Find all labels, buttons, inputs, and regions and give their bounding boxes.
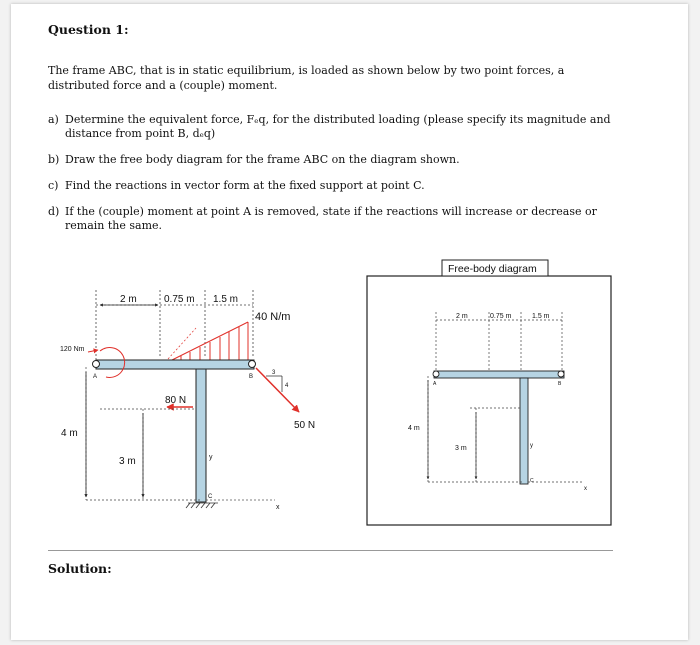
part-d-letter: d) (48, 205, 60, 218)
fbd-pin-b (558, 371, 564, 377)
pin-b (249, 361, 256, 368)
slope-triangle (266, 376, 282, 392)
question-intro: The frame ABC, that is in static equilibrium, is loaded as shown below by two point forces, a distributed force and a (couple) moment. (48, 64, 565, 92)
fbd-point-a-label: A (433, 381, 437, 387)
dim-4m-label: 4 m (61, 428, 78, 439)
part-b-text: Draw the free body diagram for the frame ABC on the diagram shown. (65, 153, 460, 166)
point-b-label: B (249, 374, 254, 380)
slope-3-label: 3 (272, 370, 276, 376)
moment-arrow (88, 350, 98, 352)
fbd-dim-075m-label: 0.75 m (490, 313, 512, 320)
fbd-column (520, 378, 528, 484)
fbd-point-b-label: B (558, 381, 562, 387)
fbd-point-c-label: C (530, 478, 534, 484)
fbd-pin-a (433, 371, 439, 377)
point-c-label: C (208, 494, 213, 500)
fbd-beam (434, 371, 564, 378)
fbd-dim-4m-label: 4 m (408, 425, 420, 432)
fbd-x-axis-label: x (584, 486, 587, 492)
loading-diagram (60, 290, 315, 511)
beam-ab (96, 360, 254, 369)
section-divider (48, 550, 613, 551)
distributed-load-label: 40 N/m (255, 311, 291, 323)
solution-label: Solution: (48, 561, 112, 576)
fbd-dim-3m-label: 3 m (455, 445, 467, 452)
part-c-letter: c) (48, 179, 59, 192)
ground-hatch (186, 503, 218, 508)
fbd-title: Free-body diagram (448, 263, 537, 275)
part-b-letter: b) (48, 153, 60, 166)
dim-15m-label: 1.5 m (213, 294, 239, 305)
point-a-label: A (93, 374, 98, 380)
question-heading: Question 1: (48, 22, 129, 37)
fbd-dim-15m-label: 1.5 m (532, 313, 550, 320)
fbd-y-axis-label: y (530, 443, 533, 449)
part-c-text: Find the reactions in vector form at the fixed support at point C. (65, 179, 425, 192)
column-c (196, 369, 206, 502)
y-axis-label: y (209, 454, 213, 461)
force-50n-arrow (256, 368, 299, 412)
moment-label: 120 Nm (60, 346, 85, 353)
free-body-diagram (367, 260, 611, 525)
x-axis-label: x (276, 504, 280, 511)
distributed-load (172, 322, 248, 360)
pin-a (93, 361, 100, 368)
fbd-dim-2m-label: 2 m (456, 313, 468, 320)
part-d-text: If the (couple) moment at point A is removed, state if the reactions will increase or decrease or remain the same. (65, 205, 597, 232)
dim-075m-label: 0.75 m (164, 294, 195, 305)
load-diagonal-hatch (168, 328, 196, 359)
force-50n-label: 50 N (294, 420, 316, 431)
dim-3m-label: 3 m (119, 456, 136, 467)
force-80n-label: 80 N (165, 395, 187, 406)
dim-2m-label: 2 m (120, 294, 137, 305)
part-a-text: Determine the equivalent force, Fₑq, for the distributed loading (please specify its magnitude and distance from point B, dₑq) (65, 113, 611, 140)
part-a-letter: a) (48, 113, 59, 126)
slope-4-label: 4 (285, 383, 289, 389)
